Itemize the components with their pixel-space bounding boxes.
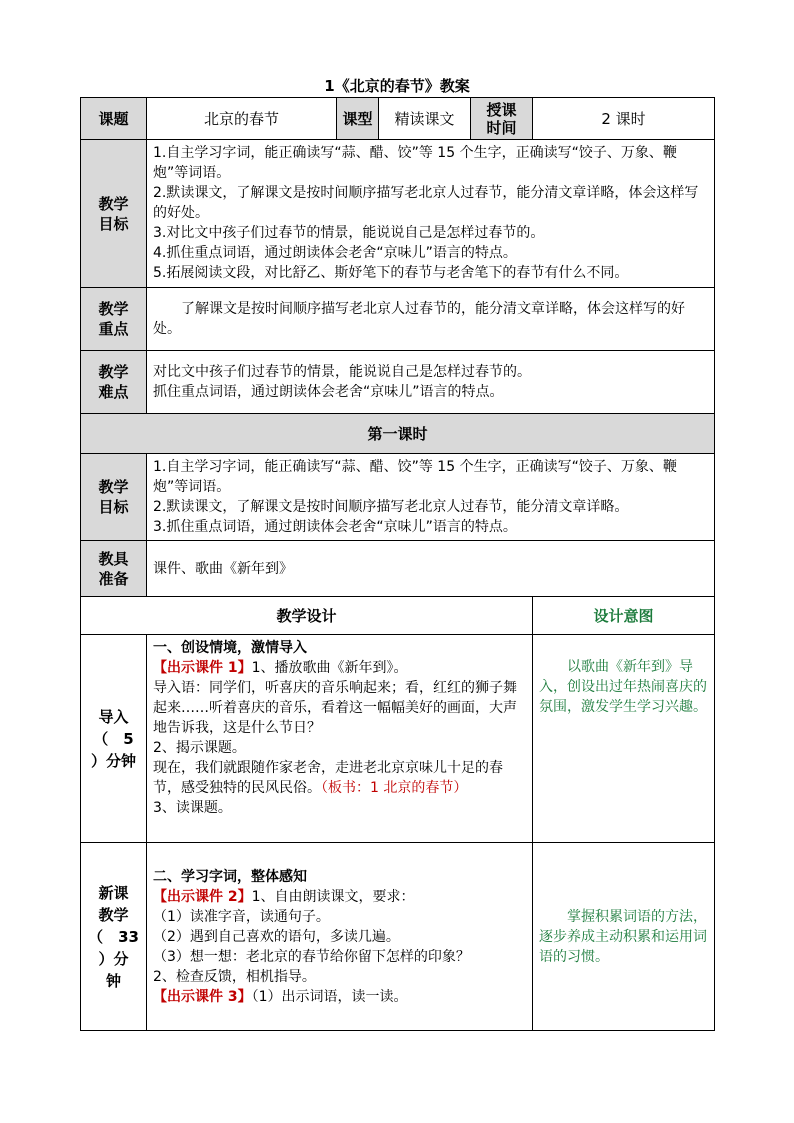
key-points-label-line-1: 教学 (98, 300, 129, 318)
goal-item: 3.抓住重点词语，通过朗读体会老舍“京味儿”语言的特点。 (153, 519, 517, 535)
new-lesson-label-line-4: ）分 (98, 949, 129, 968)
goals-row (81, 140, 715, 288)
tools-label-line-2: 准备 (98, 569, 129, 588)
courseware-tag: 【出示课件 1】 (153, 660, 252, 676)
new-lesson-line (153, 887, 529, 907)
first-lesson-band (81, 414, 715, 454)
new-lesson-label-line-1: 新课 (98, 883, 129, 902)
intro-line (153, 758, 529, 798)
key-points-row (81, 288, 715, 351)
difficulties-row (81, 351, 715, 414)
new-lesson-line-3: （2）遇到自己喜欢的语句，多读几遍。 (153, 928, 400, 945)
intent-header: 设计意图 (533, 597, 715, 635)
board-note: （板书：1 北京的春节） (321, 780, 468, 796)
new-lesson-content (147, 843, 533, 1031)
key-points-text: 了解课文是按时间顺序描写老北京人过春节的，能分清文章详略，体会这样写的好处。 (153, 301, 685, 337)
page-title: 1《北京的春节》教案 (324, 77, 470, 95)
new-lesson-intent-text: 掌握积累词语的方法，逐步养成主动积累和运用词语的习惯。 (539, 908, 707, 965)
new-lesson-line-4: （3）想一想：老北京的春节给你留下怎样的印象？ (153, 948, 470, 965)
goal-item: 3.对比文中孩子们过春节的情景，能说说自己是怎样过春节的。 (153, 225, 545, 241)
goals-label-line-1: 教学 (98, 194, 129, 213)
intro-line-3: 2、揭示课题。 (153, 740, 246, 756)
first-goals-label (81, 454, 147, 541)
time-value: 2 课时 (533, 98, 715, 140)
intro-line-2: 导入语：同学们，听喜庆的音乐响起来；看，红红的狮子舞起来……听着喜庆的音乐，看着这一幅幅美好的画面，大声地告诉我，这是什么节日？ (153, 680, 517, 736)
new-lesson-line-1: 1、自由朗读课文，要求： (251, 888, 415, 905)
intro-line-5: 3、读课题。 (153, 800, 232, 816)
goals-content (147, 140, 715, 288)
difficulties-content (147, 351, 715, 414)
key-points-content (147, 288, 715, 351)
first-goals-label-line-2: 目标 (98, 498, 129, 516)
first-goals-label-line-1: 教学 (98, 478, 129, 496)
intro-heading: 一、创设情境，激情导入 (153, 640, 307, 656)
topic-label: 课题 (81, 98, 147, 140)
goal-item: 1.自主学习字词，能正确读写“蒜、醋、饺”等 15 个生字，正确读写“饺子、万象、鞭炮”等词语。 (153, 145, 677, 181)
goal-item: 5.拓展阅读文段，对比舒乙、斯妤笔下的春节与老舍笔下的春节有什么不同。 (153, 265, 629, 281)
design-header: 教学设计 (81, 597, 533, 635)
new-lesson-label-line-5: 钟 (105, 971, 121, 990)
first-goals-content (147, 454, 715, 541)
time-label-line-2: 时间 (486, 118, 517, 137)
lesson-plan-table (80, 97, 715, 1031)
new-lesson-row (81, 843, 715, 1031)
goals-label (81, 140, 147, 288)
header-row (81, 98, 715, 140)
intro-line-1: 1、播放歌曲《新年到》。 (251, 660, 408, 676)
time-label-line-1: 授课 (486, 100, 517, 119)
difficulties-label-line-1: 教学 (98, 363, 129, 381)
goals-label-line-2: 目标 (98, 214, 129, 233)
new-lesson-label-line-3: （ 33 (88, 927, 139, 946)
goal-item: 2.默读课文，了解课文是按时间顺序描写老北京人过春节，能分清文章详略。 (153, 499, 629, 515)
intro-row (81, 635, 715, 843)
new-lesson-intent (533, 843, 715, 1031)
difficulties-label (81, 351, 147, 414)
courseware-tag: 【出示课件 3】 (153, 988, 252, 1005)
intro-label-line-3: ）分钟 (90, 751, 136, 770)
new-lesson-heading: 二、学习字词，整体感知 (153, 868, 307, 885)
new-lesson-label (81, 843, 147, 1031)
tools-content: 课件、歌曲《新年到》 (147, 541, 715, 597)
intro-line-4: 现在，我们就跟随作家老舍，走进老北京京味儿十足的春节，感受独特的民风民俗。 (153, 760, 503, 796)
goal-item: 2.默读课文，了解课文是按时间顺序描写老北京人过春节，能分清文章详略，体会这样写的好处。 (153, 185, 699, 221)
first-lesson-title: 第一课时 (81, 414, 715, 454)
type-label: 课型 (337, 98, 379, 140)
tools-label (81, 541, 147, 597)
new-lesson-label-line-2: 教学 (98, 905, 129, 924)
type-value: 精读课文 (379, 98, 471, 140)
intro-intent-text: 以歌曲《新年到》导入，创设出过年热闹喜庆的氛围，激发学生学习兴趣。 (539, 659, 707, 715)
difficulty-item: 对比文中孩子们过春节的情景，能说说自己是怎样过春节的。 (153, 364, 531, 380)
difficulty-item: 抓住重点词语，通过朗读体会老舍“京味儿”语言的特点。 (153, 384, 504, 400)
courseware-tag: 【出示课件 2】 (153, 888, 252, 905)
goal-item: 1.自主学习字词，能正确读写“蒜、醋、饺”等 15 个生字，正确读写“饺子、万象、鞭炮”等词语。 (153, 459, 677, 495)
difficulties-label-line-2: 难点 (98, 383, 129, 401)
intro-label (81, 635, 147, 843)
new-lesson-line (153, 987, 529, 1007)
intro-intent (533, 635, 715, 843)
design-header-row (81, 597, 715, 635)
key-points-label (81, 288, 147, 351)
first-goals-row (81, 454, 715, 541)
new-lesson-line-5: 2、检查反馈，相机指导。 (153, 968, 316, 985)
intro-label-line-1: 导入 (98, 707, 129, 726)
intro-content (147, 635, 533, 843)
topic-value: 北京的春节 (147, 98, 337, 140)
new-lesson-line-2: （1）读准字音，读通句子。 (153, 908, 330, 925)
time-label (471, 98, 533, 140)
tools-label-line-1: 教具 (98, 549, 129, 568)
tools-row (81, 541, 715, 597)
new-lesson-line-6: （1）出示词语，读一读。 (251, 988, 408, 1005)
goal-item: 4.抓住重点词语，通过朗读体会老舍“京味儿”语言的特点。 (153, 245, 517, 261)
intro-label-line-2: （ 5 (93, 729, 134, 748)
key-points-label-line-2: 重点 (98, 320, 129, 338)
intro-line (153, 658, 529, 678)
